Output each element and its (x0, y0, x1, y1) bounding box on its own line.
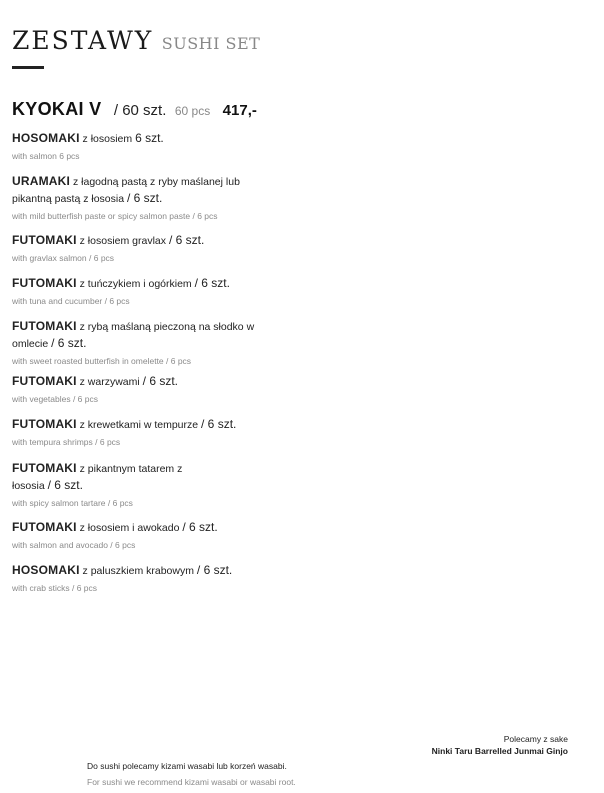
list-item (12, 460, 202, 509)
item-name: HOSOMAKI (12, 131, 80, 145)
list-item (12, 130, 262, 162)
item-name: FUTOMAKI (12, 417, 77, 431)
item-description: z łagodną pastą z ryby maślanej lub pikantną pastą z łososia (12, 176, 240, 205)
item-name: FUTOMAKI (12, 461, 77, 475)
set-pieces-en: 60 pcs (174, 104, 211, 118)
item-description-en: with tuna and cucumber / 6 pcs (12, 296, 130, 306)
recommend-label: Polecamy z sake (503, 734, 568, 744)
list-item (12, 318, 262, 367)
list-item (12, 173, 262, 222)
sake-recommendation (432, 733, 568, 757)
item-description: z warzywami (79, 376, 140, 388)
wasabi-note-pl: Do sushi polecamy kizami wasabi lub korzeń wasabi. (87, 761, 287, 771)
item-description-en: with salmon 6 pcs (12, 151, 80, 161)
item-description: z łososiem gravlax (79, 235, 167, 247)
list-item (12, 232, 262, 264)
item-name: HOSOMAKI (12, 563, 80, 577)
item-description: z pikantnym tatarem z łososia (12, 463, 183, 492)
item-quantity: / 6 szt. (201, 417, 237, 431)
item-name: FUTOMAKI (12, 276, 77, 290)
item-quantity: / 6 szt. (51, 336, 87, 350)
list-item (12, 562, 262, 594)
item-quantity: / 6 szt. (194, 276, 230, 290)
item-description-en: with vegetables / 6 pcs (12, 394, 98, 404)
wasabi-note-en: For sushi we recommend kizami wasabi or wasabi root. (87, 777, 296, 787)
set-quantity: / 60 szt. (113, 102, 167, 119)
item-quantity: / 6 szt. (168, 233, 205, 247)
item-description-en: with crab sticks / 6 pcs (12, 583, 98, 593)
item-description-en: with sweet roasted butterfish in omelette / 6 pcs (12, 356, 192, 366)
item-description-en: with spicy salmon tartare / 6 pcs (12, 498, 133, 508)
set-name: KYOKAI V (12, 99, 102, 119)
item-quantity: / 6 szt. (182, 520, 218, 534)
item-description: z łososiem i awokado (79, 522, 180, 534)
item-quantity: / 6 szt. (142, 374, 178, 388)
wasabi-note (87, 758, 296, 790)
item-description-en: with gravlax salmon / 6 pcs (12, 253, 115, 263)
item-description: z paluszkiem krabowym (82, 565, 194, 577)
item-name: FUTOMAKI (12, 374, 77, 388)
item-quantity: 6 szt. (135, 131, 164, 145)
item-name: URAMAKI (12, 174, 71, 188)
item-description-en: with mild butterfish paste or spicy salmon paste / 6 pcs (12, 211, 218, 221)
title-underline (12, 66, 44, 69)
section-title: ZESTAWY (12, 26, 154, 55)
item-name: FUTOMAKI (12, 233, 77, 247)
item-description: z tuńczykiem i ogórkiem (79, 278, 192, 290)
set-heading (12, 99, 257, 120)
item-description: z krewetkami w tempurze (79, 419, 199, 431)
item-quantity: / 6 szt. (196, 563, 233, 577)
item-description-en: with salmon and avocado / 6 pcs (12, 540, 136, 550)
menu-header (12, 26, 260, 55)
sake-name: Ninki Taru Barrelled Junmai Ginjo (431, 746, 568, 756)
item-description: z łososiem (82, 133, 133, 145)
list-item (12, 416, 262, 448)
list-item (12, 275, 262, 307)
item-quantity: / 6 szt. (47, 478, 83, 492)
item-description: z rybą maślaną pieczoną na słodko w omlecie (12, 321, 255, 350)
item-quantity: / 6 szt. (127, 191, 163, 205)
item-description-en: with tempura shrimps / 6 pcs (12, 437, 121, 447)
set-price: 417,- (222, 102, 257, 119)
item-name: FUTOMAKI (12, 520, 77, 534)
item-name: FUTOMAKI (12, 319, 77, 333)
list-item (12, 519, 262, 551)
section-subtitle: SUSHI SET (161, 34, 261, 53)
list-item (12, 373, 262, 405)
